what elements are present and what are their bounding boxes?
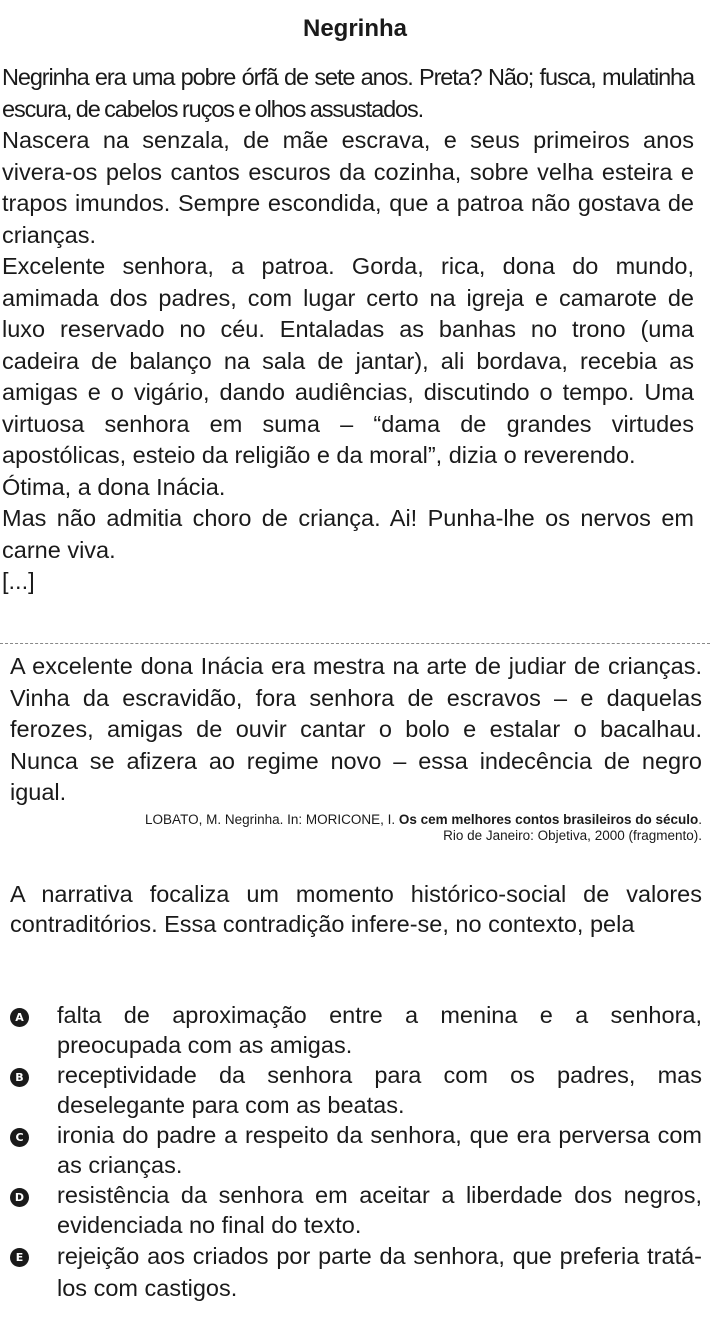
option-letter-badge: A: [10, 1008, 29, 1027]
excerpt-paragraph: Negrinha era uma pobre órfã de sete anos. Preta? Não; fusca, mulatinha escura, de cabelos ruços e olhos assustados.: [2, 64, 694, 122]
citation-author: LOBATO, M. Negrinha. In: MORICONE, I.: [145, 812, 399, 827]
question-stem: A narrativa focaliza um momento histórico-social de valores contraditórios. Essa contradição infere-se, no contexto, pela: [10, 881, 702, 937]
citation-book-title: Os cem melhores contos brasileiros do século: [398, 812, 699, 827]
option-letter-badge: D: [10, 1188, 29, 1207]
option-text: ironia do padre a respeito da senhora, que era perversa com as crianças.: [57, 1122, 702, 1178]
citation-line-1: [10, 812, 702, 828]
option-text: resistência da senhora em aceitar a liberdade dos negros, evidenciada no final do texto.: [57, 1182, 702, 1238]
excerpt-paragraph: Ótima, a dona Inácia.: [2, 473, 226, 500]
answer-options: [0, 1000, 710, 1304]
option-letter-badge: E: [10, 1248, 29, 1267]
excerpt-ellipsis: [...]: [2, 568, 35, 594]
option-b[interactable]: [0, 1060, 702, 1120]
option-text: rejeição aos criados por parte da senhora, que preferia tratá-los com castigos.: [57, 1243, 702, 1301]
option-e[interactable]: [0, 1240, 702, 1304]
dashed-divider: [0, 643, 710, 644]
option-text: receptividade da senhora para com os padres, mas deselegante para com as beatas.: [57, 1062, 702, 1118]
option-a[interactable]: [0, 1000, 702, 1060]
option-d[interactable]: [0, 1180, 702, 1240]
option-letter-badge: C: [10, 1128, 29, 1147]
source-citation: [10, 812, 702, 844]
excerpt-paragraph: Nascera na senzala, de mãe escrava, e seus primeiros anos vivera-os pelos cantos escuros da cozinha, sobre velha esteira e trapos imundos. Sempre escondida, que a patroa não gostava de crianças.: [2, 127, 694, 248]
story-continuation: [10, 651, 702, 809]
continuation-paragraph: A excelente dona Inácia era mestra na arte de judiar de crianças. Vinha da escravidão, fora senhora de escravos – e daquelas ferozes, amigas de ouvir cantar o bolo e estalar o bacalhau. Nunca se afizera ao regime novo – essa indecência de negro igual.: [10, 653, 702, 805]
option-letter-badge: B: [10, 1068, 29, 1087]
option-c[interactable]: [0, 1120, 702, 1180]
option-text: falta de aproximação entre a menina e a senhora, preocupada com as amigas.: [57, 1002, 702, 1058]
text-title: Negrinha: [302, 15, 407, 42]
excerpt-paragraph: Excelente senhora, a patroa. Gorda, rica, dona do mundo, amimada dos padres, com lugar certo na igreja e camarote de luxo reservado no céu. Entaladas as banhas no trono (uma cadeira de balanço na sala de jantar), ali bordava, recebia as amigas e o vigário, dando audiências, discutindo o tempo. Uma virtuosa senhora em suma – “dama de grandes virtudes apostólicas, esteio da religião e da moral”, dizia o reverendo.: [2, 253, 694, 468]
citation-line-2: Rio de Janeiro: Objetiva, 2000 (fragmento).: [443, 828, 702, 843]
excerpt-paragraph: Mas não admitia choro de criança. Ai! Punha-lhe os nervos em carne viva.: [2, 505, 694, 563]
story-excerpt: [2, 62, 694, 598]
citation-period: .: [698, 812, 702, 827]
